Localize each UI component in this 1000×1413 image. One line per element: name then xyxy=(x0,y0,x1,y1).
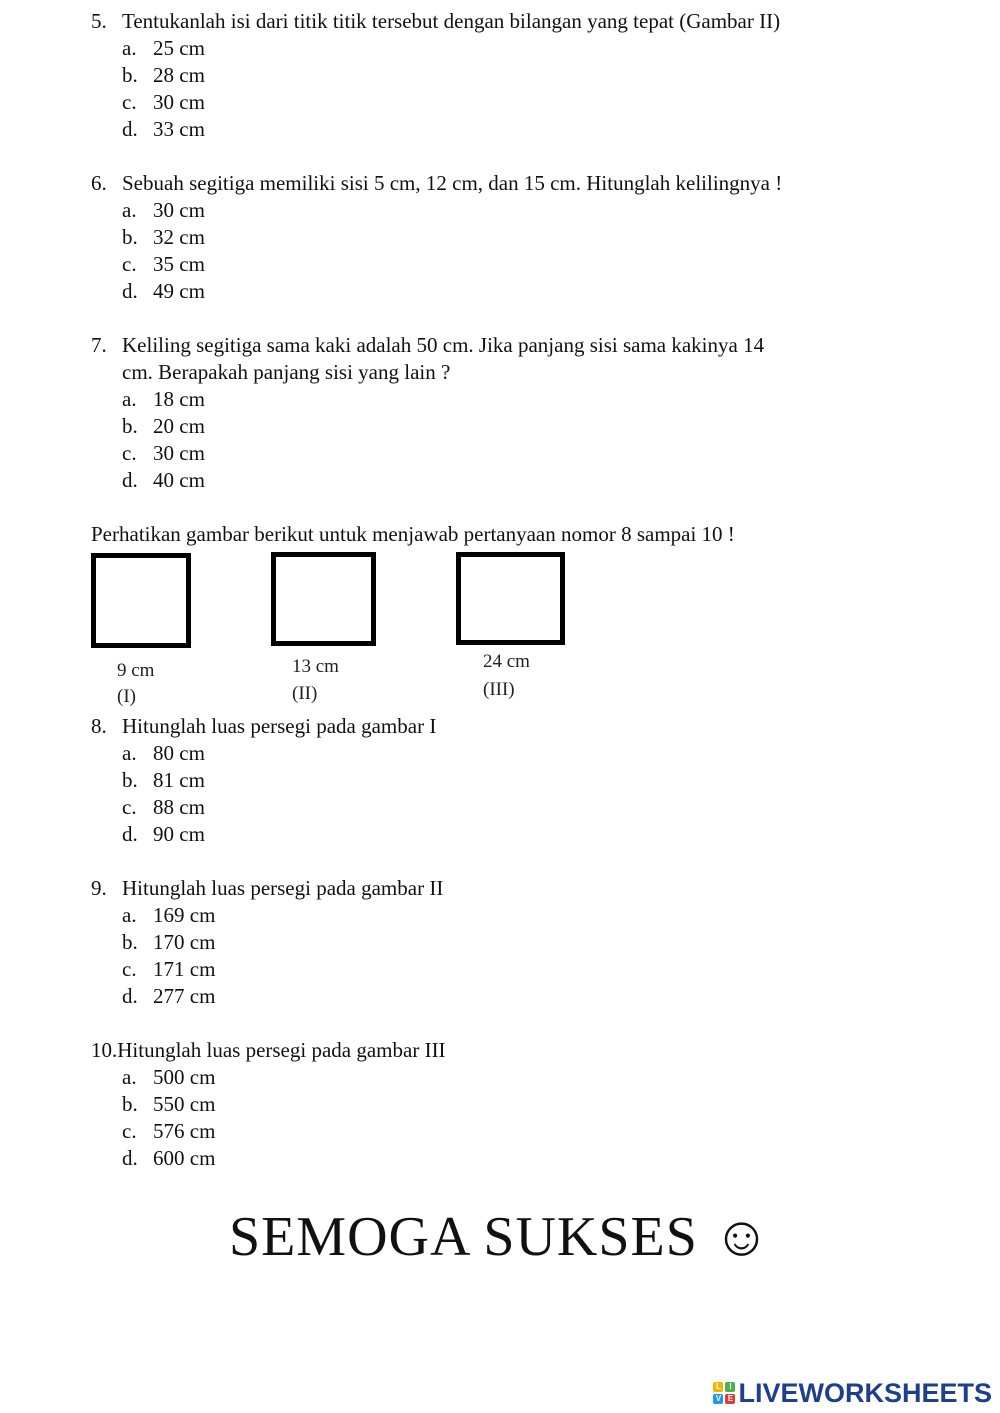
option-letter: b. xyxy=(122,768,138,792)
option-5c[interactable] xyxy=(122,89,205,116)
option-letter: b. xyxy=(122,414,138,438)
option-letter: a. xyxy=(122,36,137,60)
option-value: 80 cm xyxy=(153,741,205,765)
option-value: 88 cm xyxy=(153,795,205,819)
option-10a[interactable] xyxy=(122,1064,215,1091)
question-8 xyxy=(91,713,436,740)
question-10 xyxy=(91,1037,446,1064)
option-6a[interactable] xyxy=(122,197,205,224)
question-text: Hitunglah luas persegi pada gambar III xyxy=(117,1038,446,1062)
square-figure-1 xyxy=(91,553,191,648)
option-letter: a. xyxy=(122,1065,137,1089)
option-value: 277 cm xyxy=(153,984,216,1008)
question-number: 6. xyxy=(91,171,107,195)
option-value: 40 cm xyxy=(153,468,205,492)
question-5 xyxy=(91,8,780,35)
question-number: 8. xyxy=(91,714,107,738)
option-7b[interactable] xyxy=(122,413,205,440)
option-letter: c. xyxy=(122,1119,137,1143)
question-number: 7. xyxy=(91,333,107,357)
question-7 xyxy=(91,332,764,359)
question-9 xyxy=(91,875,443,902)
option-9c[interactable] xyxy=(122,956,215,983)
option-10c[interactable] xyxy=(122,1118,215,1145)
option-letter: a. xyxy=(122,903,137,927)
option-6b[interactable] xyxy=(122,224,205,251)
option-letter: b. xyxy=(122,63,138,87)
option-letter: c. xyxy=(122,252,137,276)
option-letter: c. xyxy=(122,441,137,465)
option-value: 550 cm xyxy=(153,1092,216,1116)
option-7d[interactable] xyxy=(122,467,205,494)
option-value: 30 cm xyxy=(153,441,205,465)
option-8a[interactable] xyxy=(122,740,205,767)
question-6 xyxy=(91,170,782,197)
option-letter: a. xyxy=(122,741,137,765)
option-value: 20 cm xyxy=(153,414,205,438)
liveworksheets-brand: LIVEWORKSHEETS xyxy=(738,1377,992,1408)
question-number: 5. xyxy=(91,9,107,33)
option-value: 90 cm xyxy=(153,822,205,846)
figure-2-label: (II) xyxy=(292,683,318,704)
square-figure-3 xyxy=(456,552,565,645)
option-5a[interactable] xyxy=(122,35,205,62)
option-value: 600 cm xyxy=(153,1146,216,1170)
option-letter: c. xyxy=(122,795,137,819)
option-value: 32 cm xyxy=(153,225,205,249)
option-value: 30 cm xyxy=(153,90,205,114)
option-value: 25 cm xyxy=(153,36,205,60)
figure-1-label: (I) xyxy=(117,686,136,707)
option-letter: c. xyxy=(122,957,137,981)
option-value: 28 cm xyxy=(153,63,205,87)
option-letter: c. xyxy=(122,90,137,114)
option-letter: d. xyxy=(122,1146,138,1170)
option-value: 169 cm xyxy=(153,903,216,927)
option-value: 49 cm xyxy=(153,279,205,303)
option-6d[interactable] xyxy=(122,278,205,305)
option-value: 18 cm xyxy=(153,387,205,411)
logo-letter: L xyxy=(713,1382,723,1392)
figure-2-size: 13 cm xyxy=(292,656,339,677)
option-value: 35 cm xyxy=(153,252,205,276)
figure-3-size: 24 cm xyxy=(483,651,530,672)
option-value: 81 cm xyxy=(153,768,205,792)
option-6c[interactable] xyxy=(122,251,205,278)
figure-1-size: 9 cm xyxy=(117,660,155,681)
logo-letter: V xyxy=(713,1394,723,1404)
instruction-text: Perhatikan gambar berikut untuk menjawab pertanyaan nomor 8 sampai 10 ! xyxy=(91,522,735,546)
option-value: 500 cm xyxy=(153,1065,216,1089)
option-letter: d. xyxy=(122,117,138,141)
option-7a[interactable] xyxy=(122,386,205,413)
option-9d[interactable] xyxy=(122,983,215,1010)
option-letter: b. xyxy=(122,225,138,249)
closing-message: SEMOGA SUKSES ☺ xyxy=(228,1206,772,1268)
option-value: 170 cm xyxy=(153,930,216,954)
figure-3-label: (III) xyxy=(483,679,515,700)
option-letter: a. xyxy=(122,387,137,411)
option-value: 30 cm xyxy=(153,198,205,222)
option-9a[interactable] xyxy=(122,902,215,929)
liveworksheets-footer xyxy=(713,1375,992,1411)
option-letter: b. xyxy=(122,930,138,954)
liveworksheets-logo-icon xyxy=(713,1382,735,1404)
option-8c[interactable] xyxy=(122,794,205,821)
logo-letter: I xyxy=(725,1382,735,1392)
question-7-continuation: cm. Berapakah panjang sisi yang lain ? xyxy=(122,360,451,384)
option-value: 576 cm xyxy=(153,1119,216,1143)
option-7c[interactable] xyxy=(122,440,205,467)
option-letter: a. xyxy=(122,198,137,222)
question-text: Hitunglah luas persegi pada gambar II xyxy=(122,876,444,900)
question-text: Tentukanlah isi dari titik titik tersebut dengan bilangan yang tepat (Gambar II) xyxy=(122,9,781,33)
option-8d[interactable] xyxy=(122,821,205,848)
option-letter: d. xyxy=(122,279,138,303)
option-10d[interactable] xyxy=(122,1145,215,1172)
logo-letter: E xyxy=(725,1394,735,1404)
option-letter: d. xyxy=(122,468,138,492)
question-text: Keliling segitiga sama kaki adalah 50 cm. Jika panjang sisi sama kakinya 14 xyxy=(122,333,765,357)
question-text: Sebuah segitiga memiliki sisi 5 cm, 12 cm, dan 15 cm. Hitunglah kelilingnya ! xyxy=(122,171,783,195)
option-8b[interactable] xyxy=(122,767,205,794)
option-10b[interactable] xyxy=(122,1091,215,1118)
option-5b[interactable] xyxy=(122,62,205,89)
option-5d[interactable] xyxy=(122,116,205,143)
question-number: 9. xyxy=(91,876,107,900)
question-number: 10. xyxy=(91,1038,118,1062)
option-letter: d. xyxy=(122,984,138,1008)
square-figure-2 xyxy=(271,552,376,646)
option-letter: b. xyxy=(122,1092,138,1116)
option-value: 33 cm xyxy=(153,117,205,141)
option-letter: d. xyxy=(122,822,138,846)
option-9b[interactable] xyxy=(122,929,215,956)
option-value: 171 cm xyxy=(153,957,216,981)
question-text: Hitunglah luas persegi pada gambar I xyxy=(122,714,437,738)
